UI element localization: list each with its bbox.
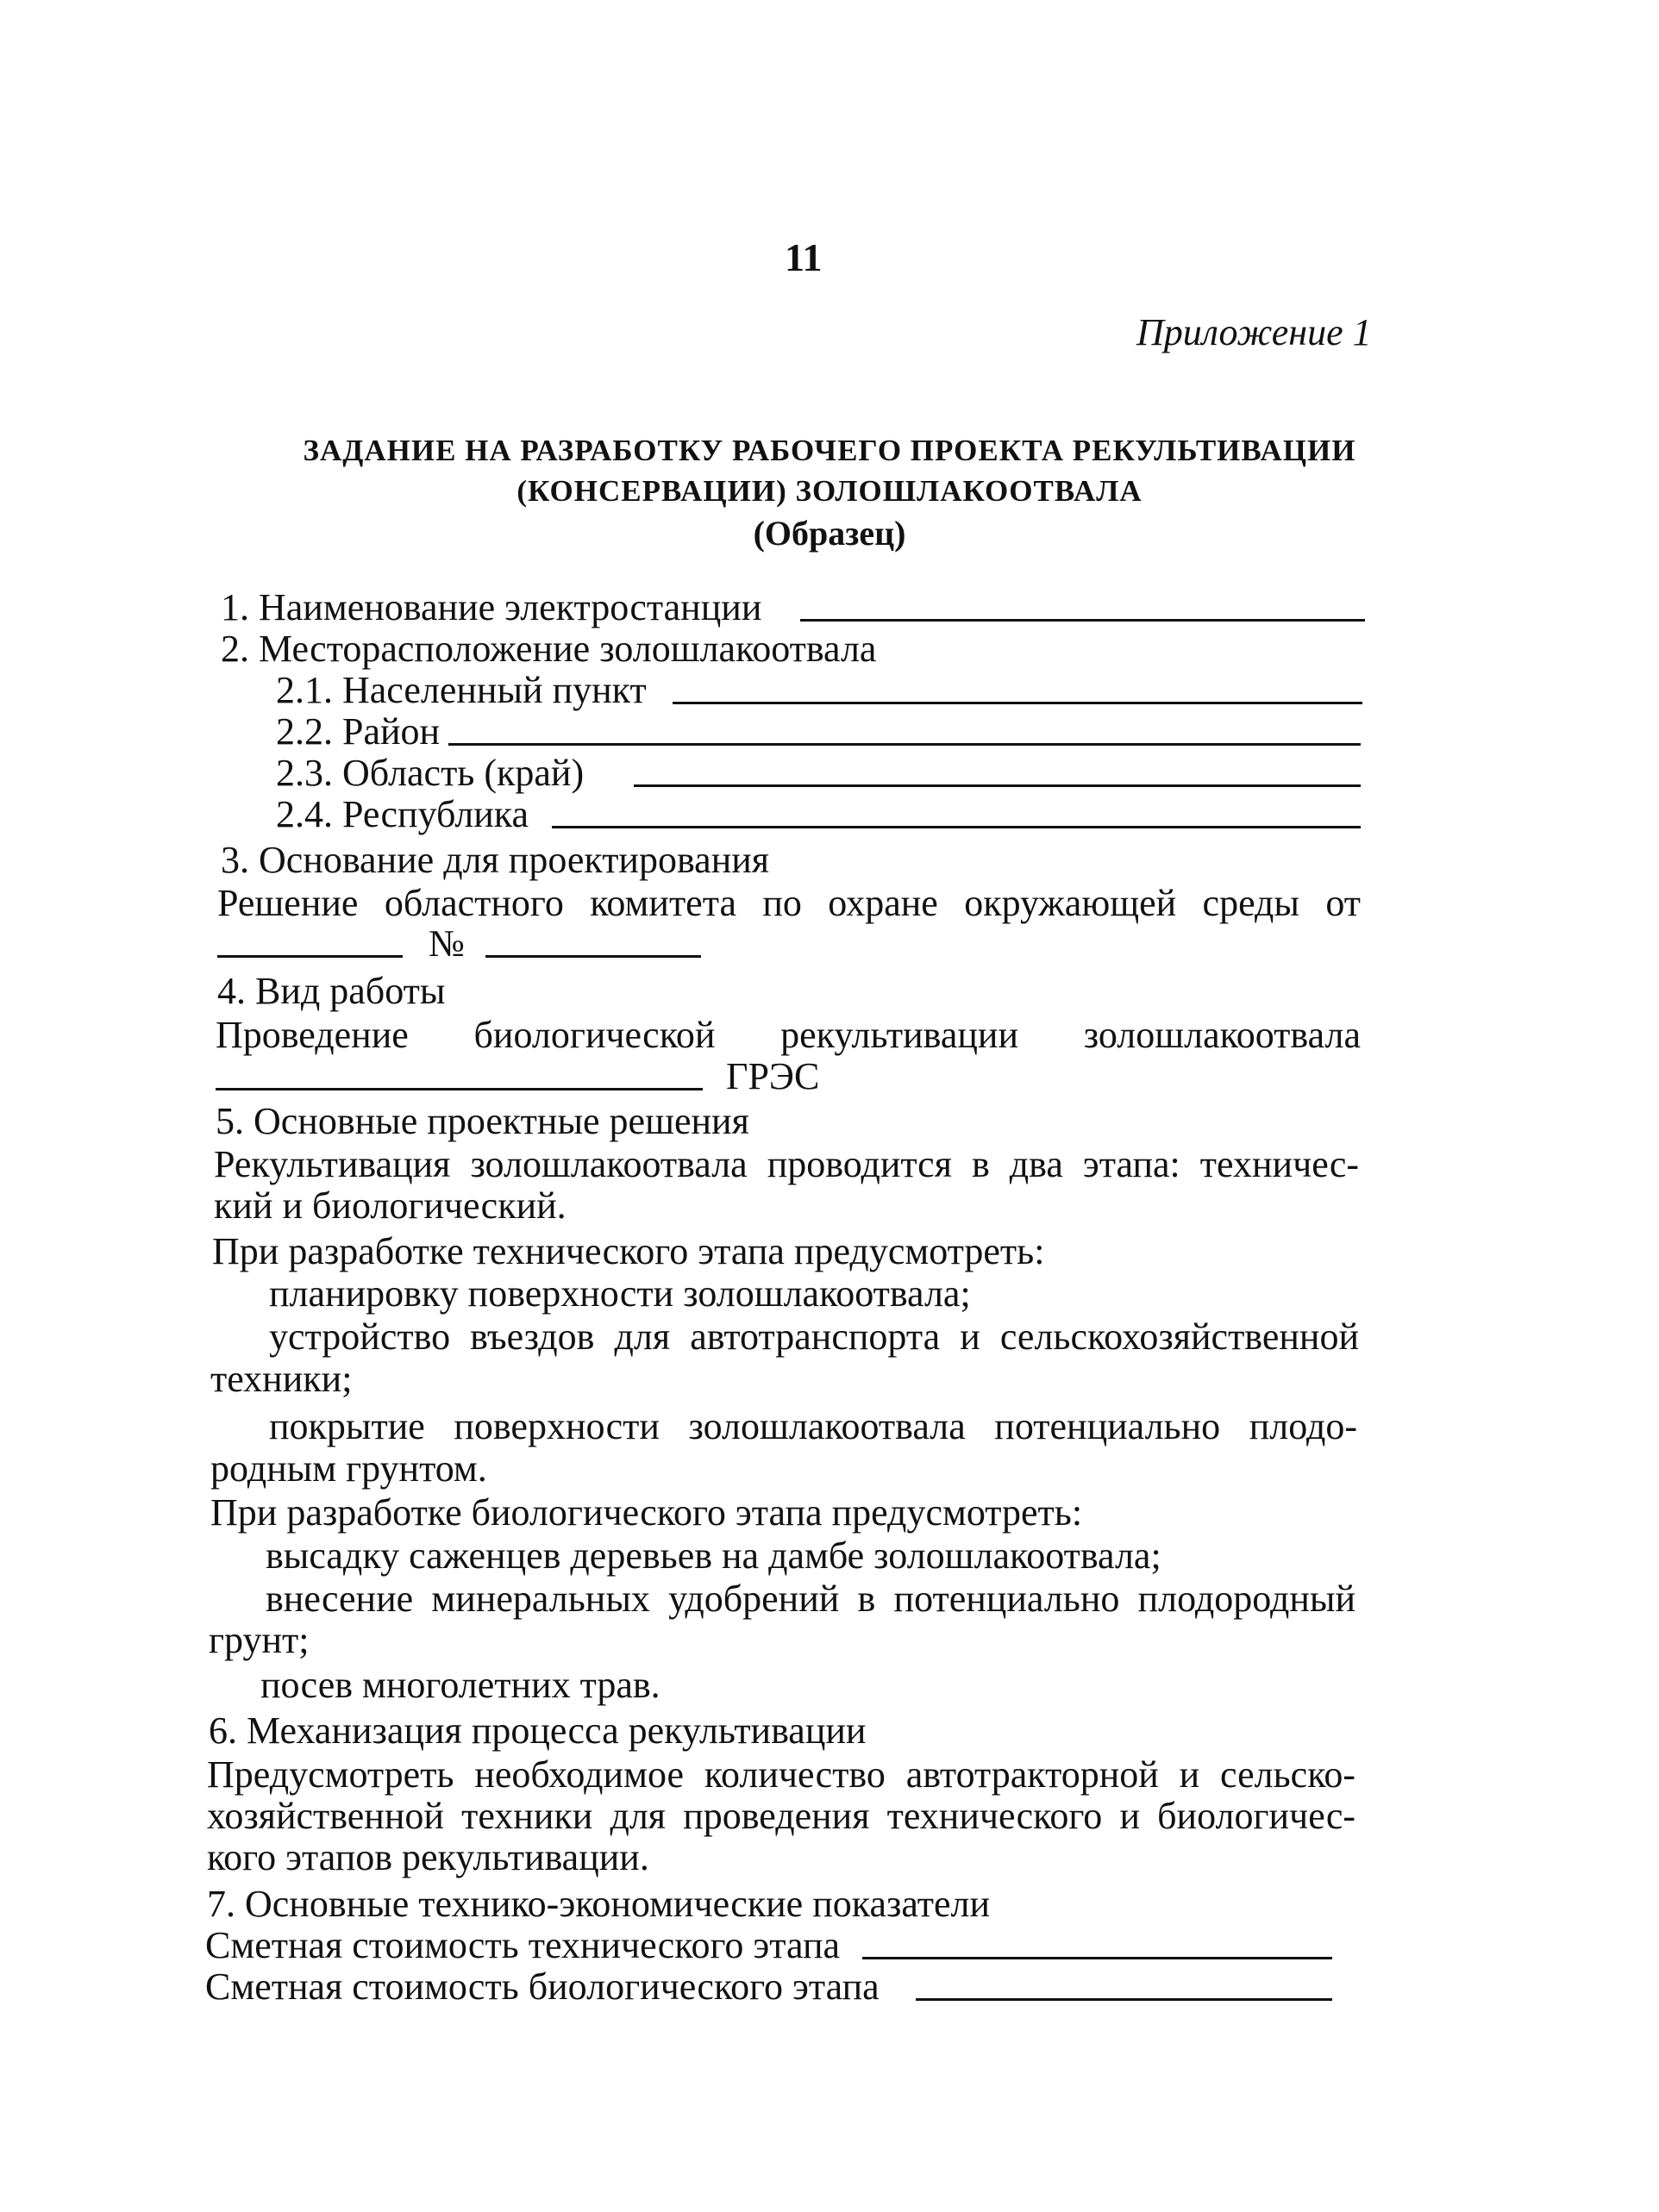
item-5-para-1a: Рекультивация золошлакоотвала проводится в два этапа: техничес- (214, 1143, 1359, 1185)
item-7-biological-cost-blank (916, 1998, 1332, 2001)
item-4: 4. Вид работы (217, 970, 446, 1012)
item-7-technical-cost-blank (862, 1957, 1332, 1959)
item-3: 3. Основание для проектирования (221, 839, 770, 881)
item-2-3: 2.3. Область (край) (276, 752, 585, 794)
item-5-para-2: При разработке технического этапа предусмотреть: (212, 1230, 1045, 1272)
item-5-para-2-a: планировку поверхности золошлакоотвала; (269, 1272, 971, 1315)
item-2: 2. Месторасположение золошлакоотвала (221, 628, 877, 670)
item-6: 6. Механизация процесса рекультивации (209, 1709, 867, 1752)
item-6-line-3: кого этапов рекультивации. (207, 1836, 649, 1878)
item-4-text: Проведение биологической рекультивации золошлакоотвала (216, 1014, 1361, 1056)
item-2-2: 2.2. Район (276, 710, 441, 753)
title-line-2: (КОНСЕРВАЦИИ) ЗОЛОШЛАКООТВАЛА (516, 474, 1143, 508)
item-5-para-3-a: высадку саженцев деревьев на дамбе золошлакоотвала; (266, 1534, 1161, 1577)
item-2-2-blank (448, 743, 1361, 746)
item-3-number-blank (485, 955, 701, 958)
item-1: 1. Наименование электростанции (221, 586, 762, 628)
item-2-1: 2.1. Населенный пункт (276, 669, 647, 711)
item-3-date-blank (217, 955, 403, 958)
item-7-technical-cost: Сметная стоимость технического этапа (205, 1924, 841, 1966)
item-5-para-3: При разработке биологического этапа предусмотреть: (210, 1491, 1083, 1534)
item-2-4-blank (552, 826, 1361, 828)
item-2-1-blank (673, 702, 1362, 704)
item-4-gres: ГРЭС (726, 1055, 820, 1097)
item-1-blank (800, 619, 1365, 622)
title-line-1: ЗАДАНИЕ НА РАЗРАБОТКУ РАБОЧЕГО ПРОЕКТА РЕКУЛЬТИВАЦИИ (303, 434, 1356, 467)
item-5-para-1b: кий и биологический. (214, 1184, 567, 1227)
item-3-text: Решение областного комитета по охране окружающей среды от (217, 882, 1361, 924)
item-5-para-2-b2: техники; (210, 1358, 353, 1400)
title-line-3: (Образец) (753, 514, 906, 553)
item-5-para-3-c: посев многолетних трав. (260, 1664, 660, 1706)
page-number: 11 (785, 235, 823, 279)
item-5-para-3-b1: внесение минеральных удобрений в потенциально плодородный (266, 1578, 1355, 1620)
item-4-gres-blank (216, 1088, 703, 1090)
item-7: 7. Основные технико-экономические показатели (207, 1883, 991, 1925)
item-6-line-1: Предусмотреть необходимое количество автотракторной и сельско- (207, 1753, 1355, 1796)
item-5: 5. Основные проектные решения (216, 1100, 749, 1142)
item-5-para-2-c2: родным грунтом. (210, 1447, 487, 1490)
item-5-para-2-b1: устройство въездов для автотранспорта и сельскохозяйственной (269, 1315, 1359, 1358)
item-5-para-3-b2: грунт; (209, 1619, 310, 1661)
item-2-4: 2.4. Республика (276, 793, 529, 835)
item-5-para-2-c1: покрытие поверхности золошлакоотвала потенциально плодо- (269, 1405, 1357, 1447)
item-2-3-blank (634, 784, 1361, 787)
item-6-line-2: хозяйственной техники для проведения технического и биологичес- (207, 1795, 1355, 1837)
item-7-biological-cost: Сметная стоимость биологического этапа (205, 1965, 880, 2008)
appendix-label: Приложение 1 (1136, 311, 1372, 353)
item-3-number-sign: № (429, 922, 465, 965)
